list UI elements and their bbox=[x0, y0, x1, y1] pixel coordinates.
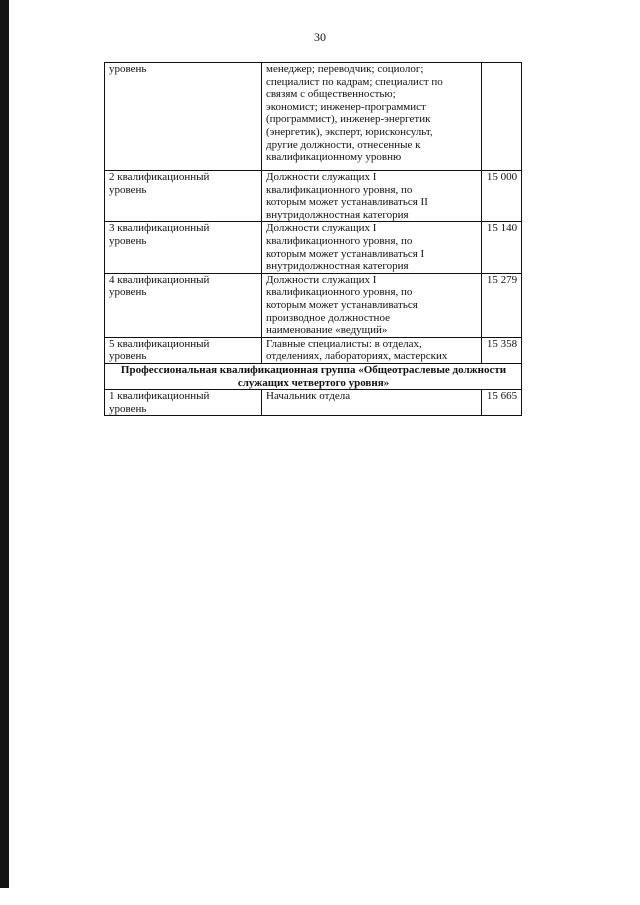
page-number: 30 bbox=[314, 30, 326, 44]
group-header-row bbox=[105, 363, 522, 389]
level-cell: 1 квалификационный уровень bbox=[105, 390, 262, 416]
salary-cell: 15 140 bbox=[482, 222, 522, 273]
level-cell: 3 квалификационный уровень bbox=[105, 222, 262, 273]
positions-cell: Должности служащих I квалификационного уровня, по которым может устанавливаться производное должностное наименование «ведущий» bbox=[262, 273, 482, 337]
salary-table bbox=[104, 62, 522, 416]
salary-cell: 15 665 bbox=[482, 390, 522, 416]
level-cell: уровень bbox=[105, 63, 262, 171]
positions-cell: менеджер; переводчик; социолог; специалист по кадрам; специалист по связям с общественностью; экономист; инженер-программист (программист), инженер-энергетик (энергетик), эксперт, юрисконсульт, другие должности, отнесенные к квалификационному уровню bbox=[262, 63, 482, 171]
group-header: Профессиональная квалификационная группа «Общеотраслевые должности служащих четвертого уровня» bbox=[105, 363, 522, 389]
positions-cell: Начальник отдела bbox=[262, 390, 482, 416]
salary-cell: 15 279 bbox=[482, 273, 522, 337]
level-cell: 2 квалификационный уровень bbox=[105, 171, 262, 222]
level-cell: 5 квалификационный уровень bbox=[105, 337, 262, 363]
positions-cell: Должности служащих I квалификационного уровня, по которым может устанавливаться II внутридолжностная категория bbox=[262, 171, 482, 222]
table-row bbox=[105, 171, 522, 222]
table-row bbox=[105, 222, 522, 273]
positions-cell: Должности служащих I квалификационного уровня, по которым может устанавливаться I внутридолжностная категория bbox=[262, 222, 482, 273]
level-cell: 4 квалификационный уровень bbox=[105, 273, 262, 337]
scan-edge-bar bbox=[0, 0, 9, 888]
positions-cell: Главные специалисты: в отделах, отделениях, лабораториях, мастерских bbox=[262, 337, 482, 363]
salary-cell: 15 358 bbox=[482, 337, 522, 363]
table-row bbox=[105, 63, 522, 171]
table-row bbox=[105, 390, 522, 416]
salary-cell bbox=[482, 63, 522, 171]
table-row bbox=[105, 337, 522, 363]
salary-cell: 15 000 bbox=[482, 171, 522, 222]
table-row bbox=[105, 273, 522, 337]
